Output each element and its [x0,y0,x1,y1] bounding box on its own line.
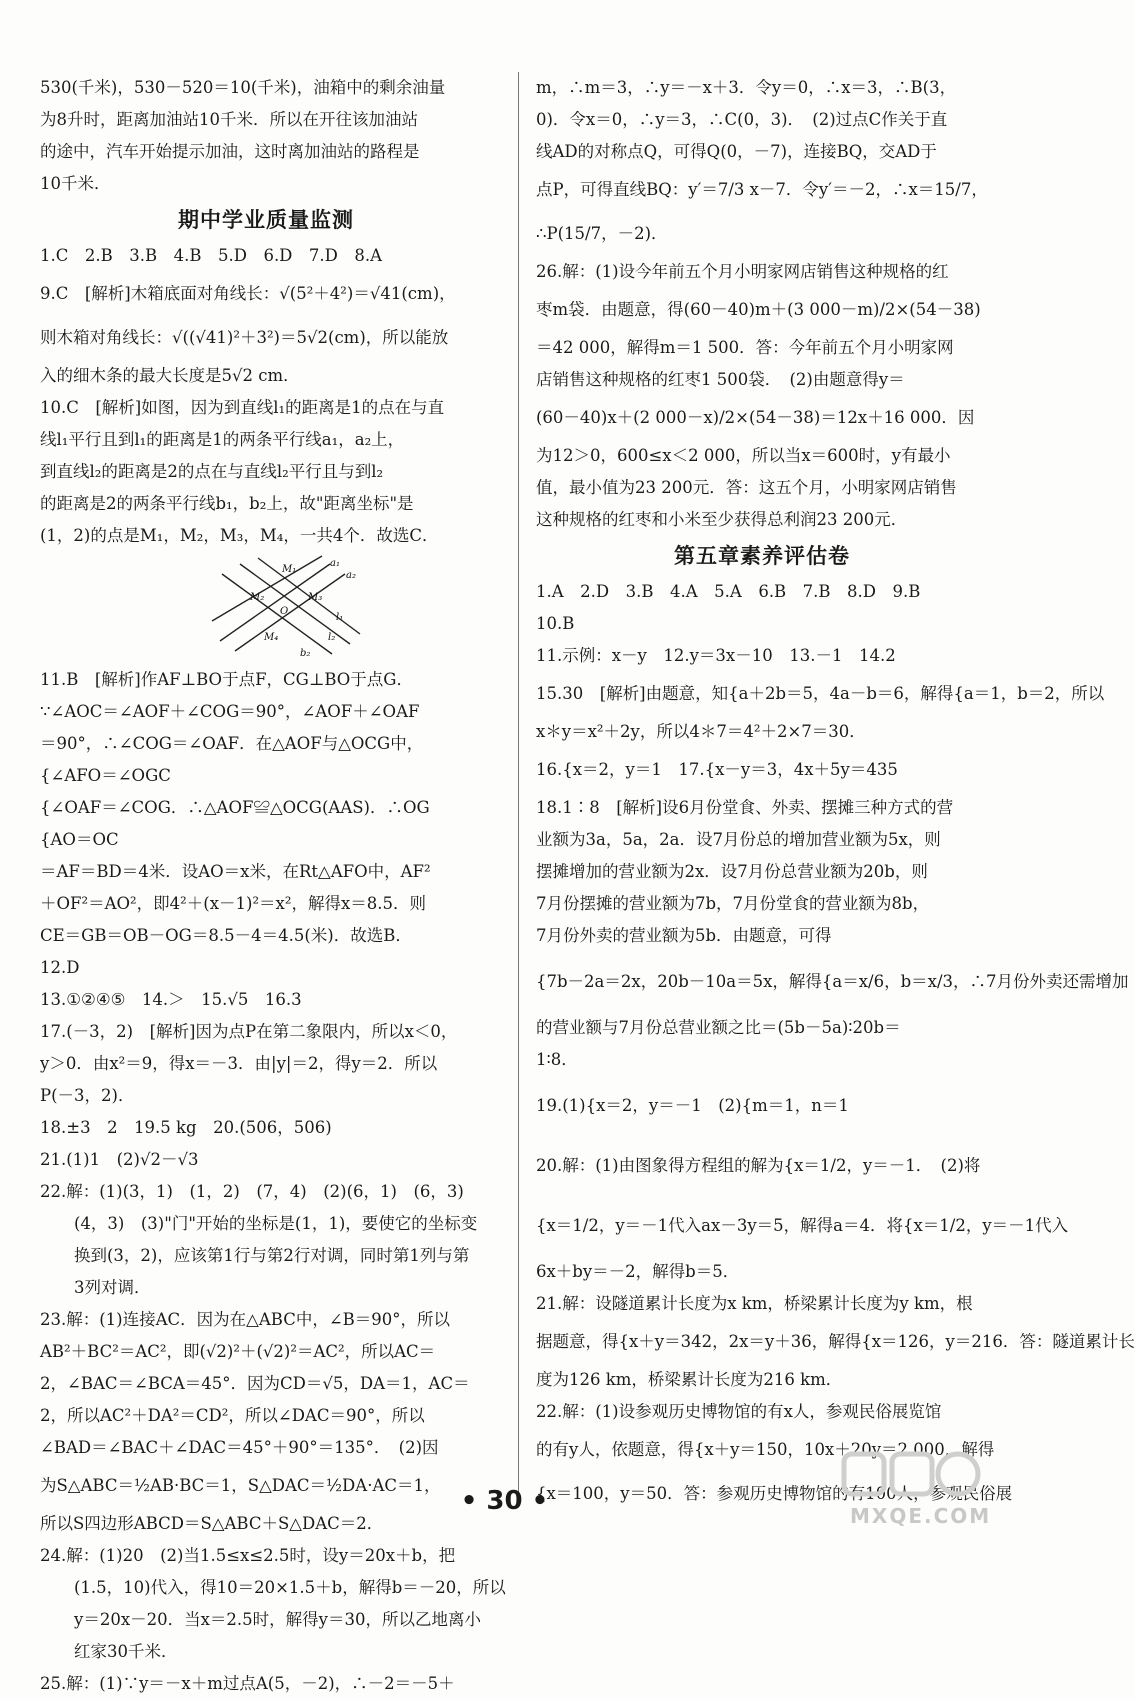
section-title-midterm: 期中学业质量监测 [178,208,354,232]
answer-line: 则木箱对角线长：√((√41)²＋3²)＝5√2(cm)，所以能放 [40,328,449,347]
answer-line: 2，所以AC²＋DA²＝CD²，所以∠DAC＝90°，所以 [40,1406,425,1425]
answer-line: 3列对调． [74,1278,151,1297]
answer-line: ＝90°，∴∠COG＝∠OAF．在△AOF与△OCG中， [40,734,424,753]
answer-line: 24.解：(1)20 (2)当1.5≤x≤2.5时，设y＝20x＋b，把 [40,1546,456,1565]
answer-line: 为S△ABC＝½AB·BC＝1，S△DAC＝½DA·AC＝1， [40,1476,441,1495]
section-title-chapter5: 第五章素养评估卷 [674,544,850,568]
answer-line: 枣m袋．由题意，得(60－40)m＋(3 000－m)/2×(54－38) [536,300,981,319]
answer-line: 业额为3a，5a，2a．设7月份总的增加营业额为5x，则 [536,830,941,849]
watermark-text: MXQE.COM [850,1504,992,1528]
answer-line: 19.(1){x＝2，y＝－1 (2){m＝1，n＝1 [536,1096,849,1115]
answer-line: 7月份摆摊的营业额为7b，7月份堂食的营业额为8b， [536,894,930,913]
answer-line: 的有y人，依题意，得{x＋y＝150，10x＋20y＝2 000，解得 [536,1440,995,1459]
text-line: m，∴m＝3，∴y＝－x＋3．令y＝0，∴x＝3，∴B(3， [536,78,957,97]
answer-line: ∠BAD＝∠BAC＋∠DAC＝45°＋90°＝135°． (2)因 [40,1438,439,1457]
label-M1: M₁ [282,564,297,575]
answer-line: (1.5，10)代入，得10＝20×1.5＋b，解得b＝－20，所以 [74,1578,506,1597]
answer-line: (4，3) (3)"门"开始的坐标是(1，1)，要使它的坐标变 [74,1214,478,1233]
column-divider [518,72,519,1502]
equation-line: {∠OAF＝∠COG．∴△AOF≌△OCG(AAS)．∴OG [40,798,430,817]
answer-line: x＊y＝x²＋2y，所以4＊7＝4²＋2×7＝30． [536,722,866,741]
answer-line: 店销售这种规格的红枣1 500袋． (2)由题意得y＝ [536,370,905,389]
answer-line: 线l₁平行且到l₁的距离是1的两条平行线a₁，a₂上， [40,430,405,449]
answer-line: 的距离是2的两条平行线b₁，b₂上，故"距离坐标"是 [40,494,414,513]
answer-line: ∵∠AOC＝∠AOF＋∠COG＝90°，∠AOF＋∠OAF [40,702,420,721]
answer-line: 21.(1)1 (2)√2－√3 [40,1150,199,1169]
label-a2: a₂ [346,570,356,581]
answer-line: 6x＋by＝－2，解得b＝5． [536,1262,740,1281]
answer-line: 1.A 2.D 3.B 4.A 5.A 6.B 7.B 8.D 9.B [536,582,921,601]
equation-line: {AO＝OC [40,830,119,849]
label-M3: M₃ [308,592,323,603]
answer-line: 15.30 [解析]由题意，知{a＋2b＝5，4a－b＝6，解得{a＝1，b＝2，所以 [536,684,1105,703]
text-line: 线AD的对称点Q，可得Q(0，－7)，连接BQ，交AD于 [536,142,937,161]
answer-line: 13.①②④⑤ 14.＞ 15.√5 16.3 [40,990,302,1009]
answer-line: 23.解：(1)连接AC．因为在△ABC中，∠B＝90°，所以 [40,1310,451,1329]
answer-line: 9.C [解析]木箱底面对角线长：√(5²＋4²)＝√41(cm)， [40,284,456,303]
answer-line: 25.解：(1)∵y＝－x＋m过点A(5，－2)，∴－2＝－5＋ [40,1674,455,1693]
answer-line: CE＝GB＝OB－OG＝8.5－4＝4.5(米)．故选B． [40,926,412,945]
answer-line: 10.C [解析]如图，因为到直线l₁的距离是1的点在与直 [40,398,445,417]
text-line: 10千米． [40,174,111,193]
answer-line: {7b－2a＝2x，20b－10a＝5x，解得{a＝x/6，b＝x/3，∴7月份外卖还需增加 [536,972,1129,991]
answer-line: 换到(3，2)，应该第1行与第2行对调，同时第1列与第 [74,1246,470,1265]
answer-line: 20.解：(1)由图象得方程组的解为{x＝1/2，y＝－1． (2)将 [536,1156,981,1175]
answer-line: 7月份外卖的营业额为5b．由题意，可得 [536,926,832,945]
label-l1: l₁ [336,612,344,623]
answer-line: {x＝1/2，y＝－1代入ax－3y＝5，解得a＝4．将{x＝1/2，y＝－1代入 [536,1216,1069,1235]
answer-line: 18.±3 2 19.5 kg 20.(506，506) [40,1118,332,1137]
text-line: 530(千米)，530－520＝10(千米)，油箱中的剩余油量 [40,78,446,97]
answer-line: 16.{x＝2，y＝1 17.{x－y＝3，4x＋5y＝435 [536,760,898,779]
answer-line: ＝AF＝BD＝4米．设AO＝x米，在Rt△AFO中，AF² [40,862,431,881]
label-M4: M₄ [264,632,279,643]
answer-line: (60－40)x＋(2 000－x)/2×(54－38)＝12x＋16 000．因 [536,408,975,427]
answer-line: 到直线l₂的距离是2的点在与直线l₂平行且与到l₂ [40,462,384,481]
answer-line: 摆摊增加的营业额为2x．设7月份总营业额为20b，则 [536,862,928,881]
answer-line: 11.示例：x－y 12.y＝3x－10 13.－1 14.2 [536,646,896,665]
answer-line: 度为126 km，桥梁累计长度为216 km． [536,1370,843,1389]
label-O: O [280,606,289,617]
answer-line: y＞0．由x²＝9，得x＝－3．由|y|＝2，得y＝2．所以 [40,1054,438,1073]
answer-line: 据题意，得{x＋y＝342，2x＝y＋36，解得{x＝126，y＝216．答：隧道累计长 [536,1332,1135,1351]
text-line: ∴P(15/7，－2)． [536,224,668,243]
answer-line: P(－3，2)． [40,1086,135,1105]
answer-line: 所以S四边形ABCD＝S△ABC＋S△DAC＝2． [40,1514,384,1533]
answer-line: 17.(－3，2) [解析]因为点P在第二象限内，所以x＜0， [40,1022,458,1041]
answer-line: ＋OF²＝AO²，即4²＋(x－1)²＝x²，解得x＝8.5．则 [40,894,427,913]
answer-line: 入的细木条的最大长度是5√2 cm． [40,366,300,385]
text-line: 为8升时，距离加油站10千米．所以在开往该加油站 [40,110,418,129]
answer-line: 为12＞0，600≤x＜2 000，所以当x＝600时，y有最小 [536,446,951,465]
equation-line: {∠AFO＝∠OGC [40,766,171,785]
answer-line: (1，2)的点是M₁，M₂，M₃，M₄，一共4个．故选C． [40,526,439,545]
answer-line: 2，∠BAC＝∠BCA＝45°．因为CD＝√5，DA＝1，AC＝ [40,1374,470,1393]
answer-line: 22.解：(1)设参观历史博物馆的有x人，参观民俗展览馆 [536,1402,942,1421]
answer-line: 1.C 2.B 3.B 4.B 5.D 6.D 7.D 8.A [40,246,383,265]
answer-line: 1∶8． [536,1050,578,1069]
answer-line: ＝42 000，解得m＝1 500．答：今年前五个月小明家网 [536,338,954,357]
answer-line: y＝20x－20．当x＝2.5时，解得y＝30，所以乙地离小 [74,1610,481,1629]
label-b2: b₂ [300,648,311,659]
label-a1: a₁ [330,558,340,569]
answer-line: 这种规格的红枣和小米至少获得总利润23 200元． [536,510,908,529]
text-line: 0)．令x＝0，∴y＝3，∴C(0，3)． (2)过点C作关于直 [536,110,948,129]
answer-line: AB²＋BC²＝AC²，即(√2)²＋(√2)²＝AC²，所以AC＝ [40,1342,436,1361]
answer-line: 11.B [解析]作AF⊥BO于点F，CG⊥BO于点G． [40,670,413,689]
page-number: • 30 • [460,1486,549,1516]
answer-line: 18.1∶8 [解析]设6月份堂食、外卖、摆摊三种方式的营 [536,798,954,817]
text-line: 点P，可得直线BQ：y′＝7/3 x－7．令y′＝－2，∴x＝15/7， [536,180,988,199]
answer-line: 21.解：设隧道累计长度为x km，桥梁累计长度为y km，根 [536,1294,973,1313]
parallel-lines-diagram [210,556,370,659]
text-line: 的途中，汽车开始提示加油，这时离加油站的路程是 [40,142,420,161]
answer-line: 的营业额与7月份总营业额之比＝(5b－5a)∶20b＝ [536,1018,901,1037]
answer-line: 红家30千米． [74,1642,178,1661]
answer-line: 22.解：(1)(3，1) (1，2) (7，4) (2)(6，1) (6，3) [40,1182,464,1201]
answer-line: 值，最小值为23 200元．答：这五个月，小明家网店销售 [536,478,957,497]
label-l2: l₂ [328,632,336,643]
answer-line: 12.D [40,958,80,977]
answer-line: {x＝100，y＝50．答：参观历史博物馆的有100人，参观民俗展 [536,1484,1013,1503]
answer-line: 10.B [536,614,575,633]
answer-line: 26.解：(1)设今年前五个月小明家网店销售这种规格的红 [536,262,949,281]
left-column [40,72,506,1700]
distance-coordinate-figure [40,552,492,664]
label-M2: M₂ [250,592,265,603]
